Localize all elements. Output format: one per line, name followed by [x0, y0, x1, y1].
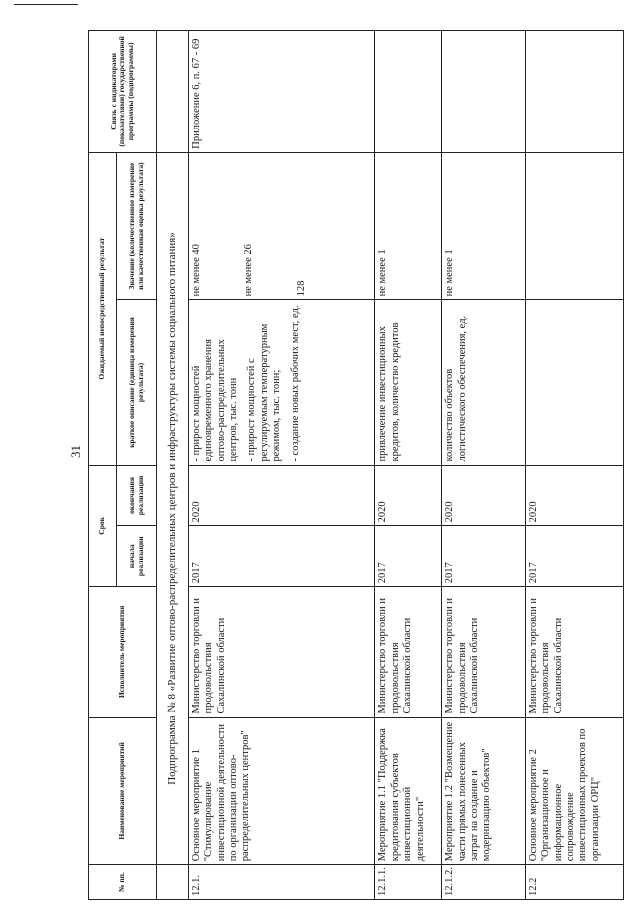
row-executor: Министерство торговли и продовольствия Сахалинской области — [442, 587, 525, 717]
row-name: Основное мероприятие 2 "Организационное и информационное сопровождение инвестиционных проектов по организации ОРЦ" — [525, 717, 623, 865]
header-executor: Исполнитель мероприятия — [89, 587, 157, 717]
row-values: не менее 1 — [442, 152, 525, 300]
row-results: привлечение инвестиционных кредитов, количество кредитов — [375, 300, 442, 465]
row-start: 2017 — [525, 526, 623, 587]
row-link — [525, 31, 623, 153]
subprogram-num-cell — [157, 865, 189, 900]
row-num: 12.2 — [525, 865, 623, 900]
header-name: Наименование мероприятий — [89, 717, 157, 865]
row-link: Приложение 6, п. 67 - 69 — [188, 31, 375, 153]
row-name: Мероприятие 1.2 "Возмещение части прямых понесенных затрат на создание и модернизацию объектов" — [442, 717, 525, 865]
row-start: 2017 — [442, 526, 525, 587]
row-link — [375, 31, 442, 153]
table-row — [442, 31, 525, 900]
row-values — [188, 152, 375, 300]
row-end: 2020 — [188, 465, 375, 526]
value-line: не менее 26 — [243, 244, 255, 297]
header-result-desc: краткое описание (единица измерения результата) — [117, 300, 157, 465]
page-number: 31 — [68, 445, 83, 458]
subprogram-link-cell — [157, 31, 189, 153]
row-executor: Министерство торговли и продовольствия Сахалинской области — [375, 587, 442, 717]
header-start: начала реализации — [117, 526, 157, 587]
result-line: - прирост мощностей единовременного хранения оптово-распределительных центров, тыс. тонн — [190, 339, 240, 462]
row-end: 2020 — [442, 465, 525, 526]
table-row — [525, 31, 623, 900]
result-line: - прирост мощностей с регулируемым температурным режимом, тыс. тонн; — [246, 323, 283, 462]
row-num: 12.1. — [188, 865, 375, 900]
row-num: 12.1.1. — [375, 865, 442, 900]
header-num: № пп. — [89, 865, 157, 900]
header-end: окончания реализации — [117, 465, 157, 526]
row-values — [525, 152, 623, 300]
row-results — [188, 300, 375, 465]
row-results: количество объектов логистического обеспечения, ед. — [442, 300, 525, 465]
subprogram-title: Подпрограмма № 8 «Развитие оптово-распределительных центров и инфраструктуры системы социального питания» — [157, 152, 189, 865]
header-term: Срок — [89, 465, 117, 587]
header-result-value: Значение (количественное измерение или качественная оценка результата) — [117, 152, 157, 300]
row-executor: Министерство торговли и продовольствия Сахалинской области — [188, 587, 375, 717]
row-name: Основное мероприятие 1 "Стимулирование инвестиционной деятельности по организации оптово-распределительных центров" — [188, 717, 375, 865]
row-start: 2017 — [375, 526, 442, 587]
value-line: не менее 40 — [190, 244, 202, 297]
row-end: 2020 — [525, 465, 623, 526]
table-row — [375, 31, 442, 900]
row-start: 2017 — [188, 526, 375, 587]
value-line: 128 — [295, 280, 307, 297]
result-line: - создание новых рабочих мест, ед. — [289, 305, 301, 462]
program-table — [88, 30, 624, 900]
row-link — [442, 31, 525, 153]
header-result: Ожидаемый непосредственный результат — [89, 152, 117, 465]
row-executor: Министерство торговли и продовольствия Сахалинской области — [525, 587, 623, 717]
row-values: не менее 1 — [375, 152, 442, 300]
table-row — [188, 31, 375, 900]
row-num: 12.1.2. — [442, 865, 525, 900]
header-link: Связь с индикаторами (показателями) государственной программы (подпрограммы) — [89, 31, 157, 153]
rotated-table-wrapper — [88, 30, 624, 900]
row-name: Мероприятие 1.1 "Поддержка кредитования субъектов инвестиционной деятельности" — [375, 717, 442, 865]
row-end: 2020 — [375, 465, 442, 526]
row-results — [525, 300, 623, 465]
